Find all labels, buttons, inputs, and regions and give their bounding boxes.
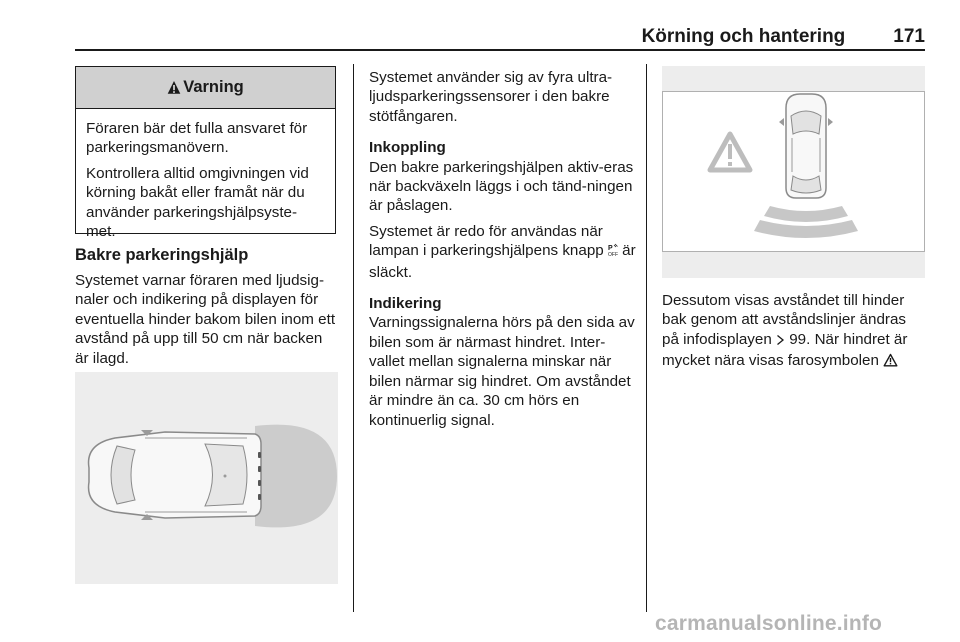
sensors-intro: Systemet använder sig av fyra ultra-ljudsparkeringssensorer i den bakre stötfångaren. (369, 69, 613, 125)
park-assist-button-icon (608, 243, 618, 262)
display-text-end: 99. När hindret är mycket nära visas farosymbolen (662, 330, 908, 370)
hazard-triangle-icon (883, 353, 898, 372)
display-text-start: Dessutom visas avståndet till hinder bak genom att avståndslinjer ändras på infodisplayen (662, 292, 906, 348)
activation-text-2 (369, 222, 637, 282)
car-detection-zone-illustration (75, 372, 338, 584)
watermark: carmanualsonline.info (655, 612, 883, 635)
page-header (75, 26, 925, 48)
activation-text-2-start: Systemet är redo för användas när lampan i parkeringshjälpens knapp (369, 222, 604, 260)
indication-text: Varningssignalerna hörs på den sida av bilen som är närmast hindret. Inter-vallet mellan signalerna minskar när bilen närmar sig hindret. Om avståndet är mindre än ca. 30 cm hörs en kontinuerlig signal. (369, 314, 635, 429)
warning-title: Varning (183, 78, 244, 96)
chapter-title: Körning och hantering (641, 26, 846, 47)
column-divider-1 (353, 64, 354, 612)
section-intro: Systemet varnar föraren med ljudsig-naler och indikering på displayen för eventuella hinder bakom bilen inom ett avstånd på upp till 50 cm när backen är ilagd. (75, 272, 336, 367)
display-car-top-view (779, 94, 833, 198)
car-top-view (89, 430, 261, 520)
svg-text:P: P (607, 245, 613, 253)
column-2-text (369, 68, 637, 436)
warning-text-2: Kontrollera alltid omgivningen vid körning bakåt eller framåt när du använder parkeringshjälpsyste-met. (86, 164, 309, 241)
warning-box (75, 66, 336, 241)
header-rule (75, 49, 925, 51)
warning-text-1: Föraren bär det fulla ansvaret för parkeringsmanövern. (86, 120, 308, 157)
section-rear-park-assist (75, 246, 340, 368)
column-3-text (662, 291, 927, 373)
detection-zone (255, 425, 337, 528)
activation-text-1: Den bakre parkeringshjälpen aktiv-eras när backväxeln läggs i och tänd-ningen är påslagen. (369, 158, 634, 215)
svg-text:OFF: OFF (607, 252, 618, 258)
page-number: 171 (893, 26, 925, 47)
column-divider-2 (646, 64, 647, 612)
warning-triangle-icon (167, 80, 181, 95)
activation-heading: Inkoppling (369, 139, 446, 157)
info-display-illustration (662, 66, 925, 278)
section-heading: Bakre parkeringshjälp (75, 246, 249, 264)
page-reference-arrow-icon (776, 332, 785, 351)
indication-heading: Indikering (369, 295, 442, 313)
activation-text-2-end: är släckt. (369, 242, 636, 281)
display-description (662, 291, 927, 373)
warning-header (76, 67, 335, 109)
